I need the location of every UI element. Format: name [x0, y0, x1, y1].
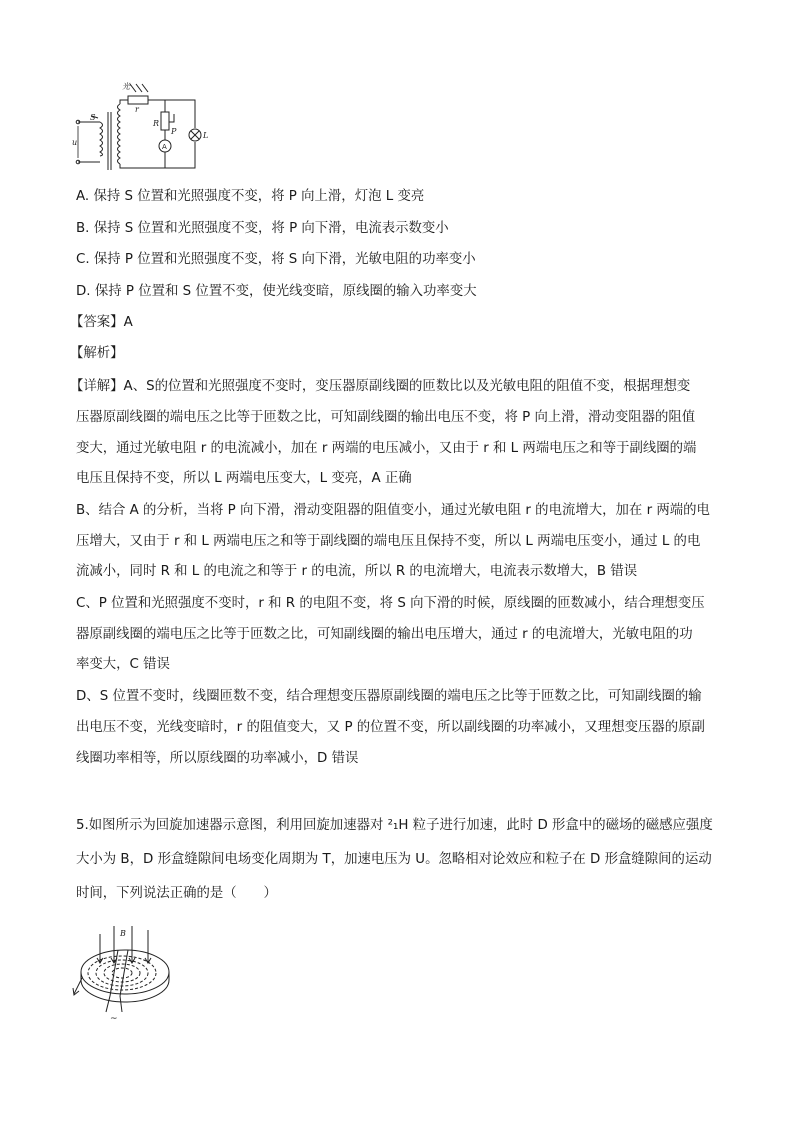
light-label: 光: [122, 82, 130, 91]
explanation-line: 【详解】A、S的位置和光照强度不变时，变压器原副线圈的匝数比以及光敏电阻的阻值不变，根据理想变: [70, 379, 691, 394]
explanation-line: 线圈功率相等，所以原线圈的功率减小，D 错误: [76, 751, 359, 766]
ac-source-label: ~: [110, 1014, 118, 1024]
explanation-line: 压增大，又由于 r 和 L 两端电压之和等于副线圈的端电压且保持不变，所以 L 两端电压变小，通过 L 的电: [76, 534, 701, 549]
cyclotron-diagram: [70, 920, 180, 1025]
option-a: A. 保持 S 位置和光照强度不变，将 P 向上滑，灯泡 L 变亮: [76, 189, 425, 204]
L-label: L: [203, 131, 209, 140]
explanation-line: D、S 位置不变时，线圈匝数不变，结合理想变压器原副线圈的端电压之比等于匝数之比，可知副线圈的输: [76, 689, 702, 704]
S-label: S: [90, 113, 96, 122]
explanation-line: 压器原副线圈的端电压之比等于匝数之比，可知副线圈的输出电压不变，将 P 向上滑，滑动变阻器的阻值: [76, 410, 696, 425]
question5-line: 大小为 B，D 形盒缝隙间电场变化周期为 T，加速电压为 U。忽略相对论效应和粒子在 D 形盒缝隙间的运动: [76, 852, 712, 867]
explanation-line: 率变大，C 错误: [76, 657, 170, 672]
explanation-line: B、结合 A 的分析，当将 P 向下滑，滑动变阻器的阻值变小，通过光敏电阻 r 的电流增大，加在 r 两端的电: [76, 503, 710, 518]
option-d: D. 保持 P 位置和 S 位置不变，使光线变暗，原线圈的输入功率变大: [76, 284, 477, 299]
circuit-diagram: [70, 80, 220, 180]
R-label: R: [153, 119, 160, 128]
explanation-line: 电压且保持不变，所以 L 两端电压变大，L 变亮，A 正确: [76, 471, 412, 486]
answer: 【答案】A: [70, 315, 133, 330]
explanation-line: 器原副线圈的端电压之比等于匝数之比，可知副线圈的输出电压增大，通过 r 的电流增大，光敏电阻的功: [76, 627, 693, 642]
ammeter-label: A: [162, 143, 167, 151]
option-b: B. 保持 S 位置和光照强度不变，将 P 向下滑，电流表示数变小: [76, 221, 449, 236]
question5-line: 时间，下列说法正确的是（ ）: [76, 886, 277, 901]
u-label: u: [72, 138, 78, 147]
r-label: r: [135, 105, 139, 114]
explanation-line: 出电压不变，光线变暗时，r 的阻值变大，又 P 的位置不变，所以副线圈的功率减小，又理想变压器的原副: [76, 720, 705, 735]
B-label: B: [120, 929, 126, 938]
P-label: P: [171, 127, 177, 136]
explanation-line: C、P 位置和光照强度不变时，r 和 R 的电阻不变，将 S 向下滑的时候，原线圈的匝数减小，结合理想变压: [76, 596, 705, 611]
explanation-line: 变大，通过光敏电阻 r 的电流减小，加在 r 两端的电压减小，又由于 r 和 L 两端电压之和等于副线圈的端: [76, 441, 697, 456]
explanation-line: 流减小，同时 R 和 L 的电流之和等于 r 的电流，所以 R 的电流增大，电流表示数增大，B 错误: [76, 564, 638, 579]
question5-line: 5.如图所示为回旋加速器示意图，利用回旋加速器对 ²₁H 粒子进行加速，此时 D 形盒中的磁场的磁感应强度: [76, 818, 713, 833]
option-c: C. 保持 P 位置和光照强度不变，将 S 向下滑，光敏电阻的功率变小: [76, 252, 476, 267]
analysis-label: 【解析】: [70, 346, 124, 361]
